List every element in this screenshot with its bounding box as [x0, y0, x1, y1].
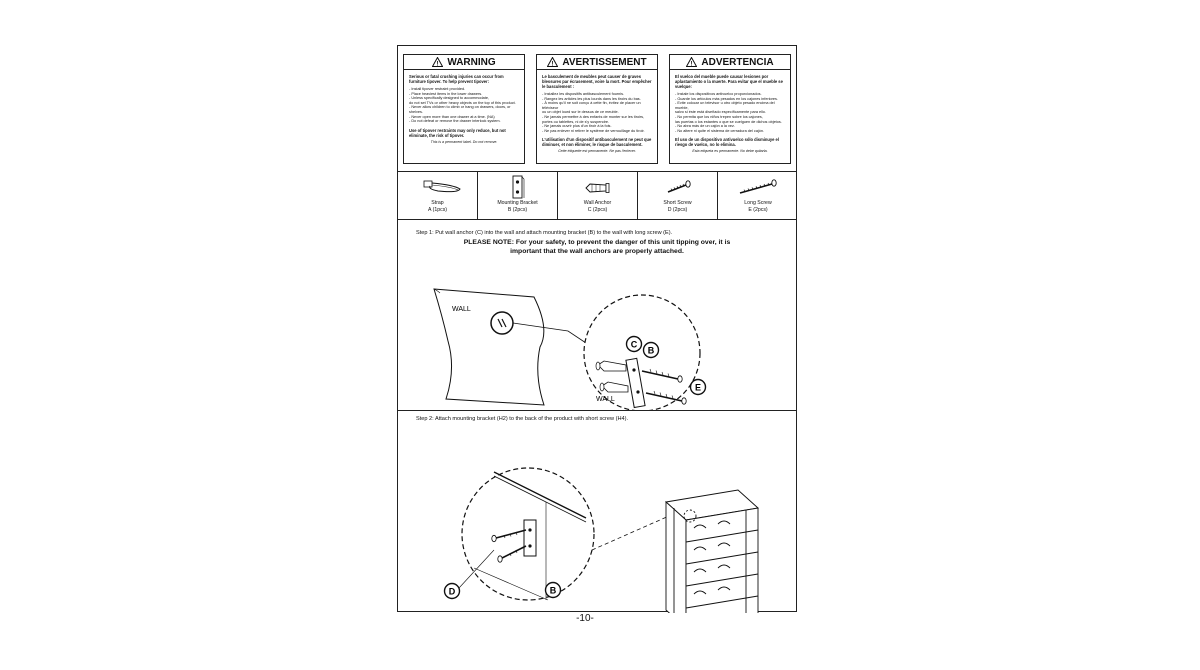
warning-item: do not set TVs or other heavy objects on the top of this product. [409, 100, 516, 105]
part-name: Wall Anchor [583, 200, 612, 206]
short-screw-icon [638, 173, 718, 201]
step-1-panel [398, 219, 796, 411]
wall-illustration [434, 289, 544, 405]
callout-b-label: B [549, 585, 557, 596]
step-2-panel [398, 410, 796, 613]
instruction-sheet [397, 45, 797, 612]
safety-note-line-1: PLEASE NOTE: For your safety, to prevent the danger of this unit tipping over, it is [463, 239, 731, 246]
warning-label-en [403, 54, 525, 164]
warning-header [537, 55, 657, 70]
warning-intro: Le basculement de meubles peut causer de graves blessures par écrasement, voire la mort. Pour empêcher le basculement : [542, 74, 652, 89]
part-mounting-bracket [478, 171, 558, 219]
wall-label: WALL [452, 306, 471, 313]
warning-outro: Use of tipover restraints may only reduce, but not eliminate, the risk of tipover. [409, 127, 506, 138]
detail-locator-circle [491, 312, 513, 334]
wall-label-detail: WALL [596, 396, 615, 403]
mounting-bracket-detail [524, 520, 536, 556]
step-2-text: Step 2: Attach mounting bracket (H2) to the back of the product with short screw (H4). [416, 416, 629, 422]
warning-item: - Installez les dispositifs antibasculement fournis. [542, 92, 625, 96]
part-quantity: E (2pcs) [748, 207, 768, 213]
warning-item: - Guarde los artículos más pesados en los cajones inferiores. [675, 96, 778, 101]
warning-title: ADVERTENCIA [701, 56, 774, 68]
warning-permanent-note: Esta etiqueta es permanente. No debe quitarla. [692, 149, 768, 154]
step-1-text: Step 1: Put wall anchor (C) into the wall and attach mounting bracket (B) to the wall with long screw (E). [416, 230, 673, 236]
part-name: Strap [431, 200, 444, 206]
step-1-diagram [398, 219, 798, 410]
part-long-screw [718, 171, 798, 219]
warning-intro: El vuelco del mueble puede causar lesiones por aplastamiento o la muerte. Para evitar que el mueble se vuelque: [675, 74, 783, 89]
part-name: Mounting Bracket [497, 200, 538, 206]
bookcase-illustration [666, 490, 758, 613]
callout-c [627, 337, 642, 352]
warning-item: - Ne jamais permettre à des enfants de monter sur les tiroirs, [542, 114, 645, 119]
callout-b-label: B [647, 345, 655, 356]
part-quantity: C (2pcs) [587, 207, 608, 213]
warning-outro: El uso de un dispositivo antivuelco sólo disminuye el riesgo de vuelco, no lo elimina. [675, 137, 779, 148]
warning-triangle-icon [547, 57, 558, 67]
strap-icon [398, 173, 478, 201]
warning-item: ou un objet lourd sur le dessus de ce meuble. [542, 110, 619, 115]
warning-item: - Never allow children to climb or hang on drawers, doors, or shelves. [409, 105, 511, 114]
long-screw-icon [718, 173, 798, 201]
page-number: -10- [576, 613, 594, 624]
callout-e-label: E [694, 382, 702, 393]
warning-item: - No abra más de un cajón a la vez. [675, 124, 735, 129]
anchor-icon [558, 173, 638, 201]
svg-text:!: ! [551, 61, 554, 67]
part-quantity: D (2pcs) [667, 207, 688, 213]
warning-item: - No altere ni quite el sistema de cerradura del cajón. [675, 128, 765, 133]
warning-item: - Instale los dispositivos antivuelco proporcionados. [675, 92, 762, 96]
part-strap [398, 171, 478, 219]
bracket-icon [478, 173, 558, 201]
warning-labels [398, 46, 796, 172]
safety-note-line-2: important that the wall anchors are properly attached. [510, 248, 684, 255]
warning-item: - Never open more than one drawer at a time. (NA) [409, 114, 495, 119]
warning-item: - À moins qu'il ne soit conçu à cette fin, évitez de placer un téléviseur [542, 101, 641, 110]
warning-label-fr [536, 54, 658, 164]
callout-d-label: D [448, 586, 456, 597]
part-wall-anchor [558, 171, 638, 219]
warning-item: - Unless specifically designed to accommodate, [409, 96, 489, 101]
svg-text:!: ! [436, 61, 439, 67]
warning-header [670, 55, 790, 70]
warning-title: WARNING [447, 56, 496, 68]
warning-title: AVERTISSEMENT [562, 56, 647, 68]
warning-permanent-note: This is a permanent label. Do not remove. [430, 139, 498, 144]
warning-item: - Do not defeat or remove the drawer interlock system. [409, 119, 501, 124]
warning-item: salvo si éste está diseñado específicamente para ello. [675, 110, 766, 115]
warning-item: - Ne pas enlever ni retirer le système de verrouillage du tiroir. [542, 128, 645, 133]
warning-header [404, 55, 524, 70]
part-name: Long Screw [744, 200, 772, 206]
part-quantity: B (2pcs) [507, 207, 528, 213]
parts-list [398, 171, 796, 220]
warning-item: - No permita que los niños trepen sobre los cajones, [675, 114, 763, 119]
detail-leader-line [592, 512, 678, 550]
warning-item: portes ou tablettes, ni de s'y suspendre. [542, 119, 609, 124]
warning-item: - Ne jamais ouvrir plus d'un tiroir à la fois. [542, 124, 612, 129]
warning-item: - Place heaviest items in the lower drawers. [409, 91, 483, 96]
callout-b [644, 343, 659, 358]
callout-e [691, 380, 706, 395]
part-name: Short Screw [663, 200, 692, 206]
callout-d [445, 584, 460, 599]
part-short-screw [638, 171, 718, 219]
warning-item: - Rangez les articles les plus lourds dans les tiroirs du bas. [542, 96, 641, 101]
callout-b [546, 583, 561, 598]
warning-item: - Install tipover restraint provided. [409, 87, 466, 91]
step-2-diagram [398, 410, 798, 613]
warning-item: - Evite colocar un televisor u otro objeto pesado encima del mueble, [675, 101, 775, 110]
warning-label-es [669, 54, 791, 164]
warning-item: las puertas o los estantes o que se cuelguen de dichos objetos. [675, 119, 782, 124]
warning-triangle-icon [432, 57, 443, 67]
callout-c-label: C [630, 339, 638, 350]
warning-intro: Serious or fatal crushing injuries can occur from furniture tipover. To help prevent tipover: [409, 74, 504, 84]
svg-text:!: ! [690, 61, 693, 67]
warning-outro: L'utilisation d'un dispositif antibasculement ne peut que diminuer, et non éliminer, le risque de basculement. [542, 137, 652, 148]
part-quantity: A (1pcs) [427, 207, 448, 213]
warning-permanent-note: Cette étiquette est permanente. Ne pas l'enlever. [558, 149, 636, 154]
warning-triangle-icon [686, 57, 697, 67]
